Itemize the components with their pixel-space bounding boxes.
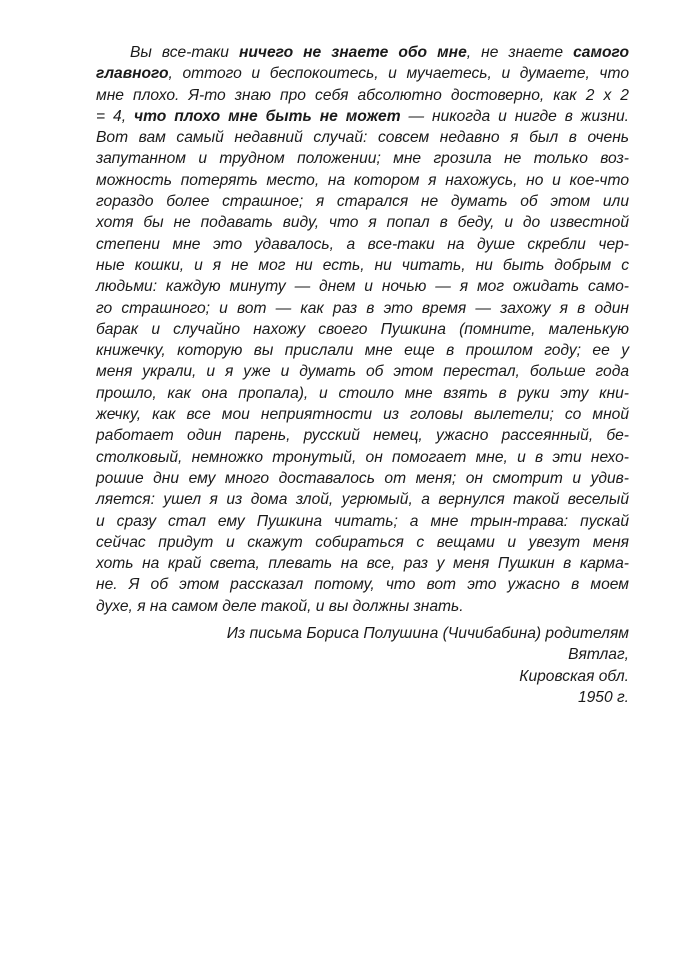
letter-line bbox=[96, 489, 629, 510]
text-run: степени мне это удавалось, а все-таки на душе скребли чер- bbox=[96, 235, 629, 253]
text-run: и сразу стал ему Пушкина читать; а мне трын-трава: пускай bbox=[96, 512, 629, 530]
text-run: книжечку, которую вы прислали мне еще в прошлом году; ее у bbox=[96, 342, 629, 360]
letter-line bbox=[96, 42, 629, 63]
text-run: ные кошки, и я не мог ни есть, ни читать, ни быть добрым с bbox=[96, 256, 629, 274]
text-run: гораздо более страшное; я старался не думать об этом или bbox=[96, 193, 629, 211]
letter-line bbox=[96, 319, 629, 340]
text-run: , оттого и беспокоитесь, и мучаетесь, и думаете, что bbox=[168, 65, 629, 83]
letter-line bbox=[96, 340, 629, 361]
text-run: людьми: каждую минуту — днем и ночью — я мог ожидать само- bbox=[96, 278, 629, 296]
letter-line bbox=[96, 468, 629, 489]
text-run: хотя бы не подавать виду, что я попал в беду, и до известной bbox=[96, 214, 629, 232]
text-run: барак и случайно нахожу своего Пушкина (помните, маленькую bbox=[96, 320, 629, 338]
letter-line bbox=[96, 532, 629, 553]
letter-line bbox=[96, 85, 629, 106]
text-run: — никогда и нигде в жизни. bbox=[400, 107, 629, 125]
text-run: можность потерять место, на котором я нахожусь, но и кое-что bbox=[96, 171, 629, 189]
letter-line bbox=[96, 553, 629, 574]
letter-line bbox=[96, 234, 629, 255]
text-run: жечку, как все мои неприятности из головы вылетели; со мной bbox=[96, 406, 629, 424]
text-run: работает один парень, русский немец, ужасно рассеянный, бе- bbox=[96, 427, 629, 445]
letter-line bbox=[96, 255, 629, 276]
attribution-place: Вятлаг, bbox=[568, 646, 629, 664]
letter-line bbox=[96, 106, 629, 127]
text-run: рошие дни ему много доставалось от меня; он смотрит и удив- bbox=[96, 469, 629, 487]
letter-line bbox=[96, 361, 629, 382]
letter-line bbox=[96, 212, 629, 233]
text-run: мне плохо. Я-то знаю про себя абсолютно достоверно, как 2 х 2 bbox=[96, 86, 629, 104]
text-run: Вы все-таки bbox=[130, 44, 239, 61]
text-run: меня украли, и я уже и думать об этом перестал, больше года bbox=[96, 363, 629, 381]
letter-line bbox=[96, 127, 629, 148]
letter-line bbox=[96, 298, 629, 319]
text-run: = 4, bbox=[96, 107, 134, 125]
text-run: го страшного; и вот — как раз в это время — захожу я в один bbox=[96, 299, 629, 317]
text-run: не. Я об этом рассказал потому, что вот это ужасно в моем bbox=[96, 576, 629, 594]
text-run: ляется: ушел я из дома злой, угрюмый, а вернулся такой веселый bbox=[96, 491, 629, 509]
text-run: , не знаете bbox=[466, 44, 574, 61]
letter-body bbox=[96, 42, 629, 617]
letter-line bbox=[96, 191, 629, 212]
text-run: Вот вам самый недавний случай: совсем недавно я был в очень bbox=[96, 129, 629, 147]
letter-line bbox=[96, 404, 629, 425]
text-run: прошло, как она пропала), и стоило мне взять в руки эту кни- bbox=[96, 384, 629, 402]
text-run: хоть на край света, плевать на все, раз у меня Пушкин в карма- bbox=[96, 555, 629, 573]
emphasis-run: самого bbox=[573, 44, 629, 61]
emphasis-run: ничего не знаете обо мне bbox=[238, 44, 467, 61]
attribution-source: Из письма Бориса Полушина (Чичибабина) родителям bbox=[226, 625, 629, 643]
letter-line bbox=[96, 425, 629, 446]
letter-line bbox=[96, 596, 629, 617]
document-page bbox=[96, 42, 629, 708]
letter-line bbox=[96, 447, 629, 468]
attribution bbox=[96, 623, 629, 708]
attribution-region: Кировская обл. bbox=[519, 667, 629, 685]
letter-line bbox=[96, 574, 629, 595]
letter-line bbox=[96, 148, 629, 169]
attribution-year: 1950 г. bbox=[577, 688, 629, 706]
letter-line bbox=[96, 276, 629, 297]
emphasis-run: что плохо мне быть не может bbox=[133, 107, 401, 125]
text-run: сейчас придут и скажут собираться с вещами и увезут меня bbox=[96, 533, 629, 551]
emphasis-run: главного bbox=[96, 65, 169, 83]
text-run: запутанном и трудном положении; мне грозила не только воз- bbox=[96, 150, 629, 168]
letter-line bbox=[96, 511, 629, 532]
letter-line bbox=[96, 170, 629, 191]
text-run: духе, я на самом деле такой, и вы должны знать. bbox=[96, 597, 464, 615]
letter-line bbox=[96, 63, 629, 84]
letter-line bbox=[96, 383, 629, 404]
text-run: столковый, немножко тронутый, он помогает мне, и в эти нехо- bbox=[96, 448, 629, 466]
